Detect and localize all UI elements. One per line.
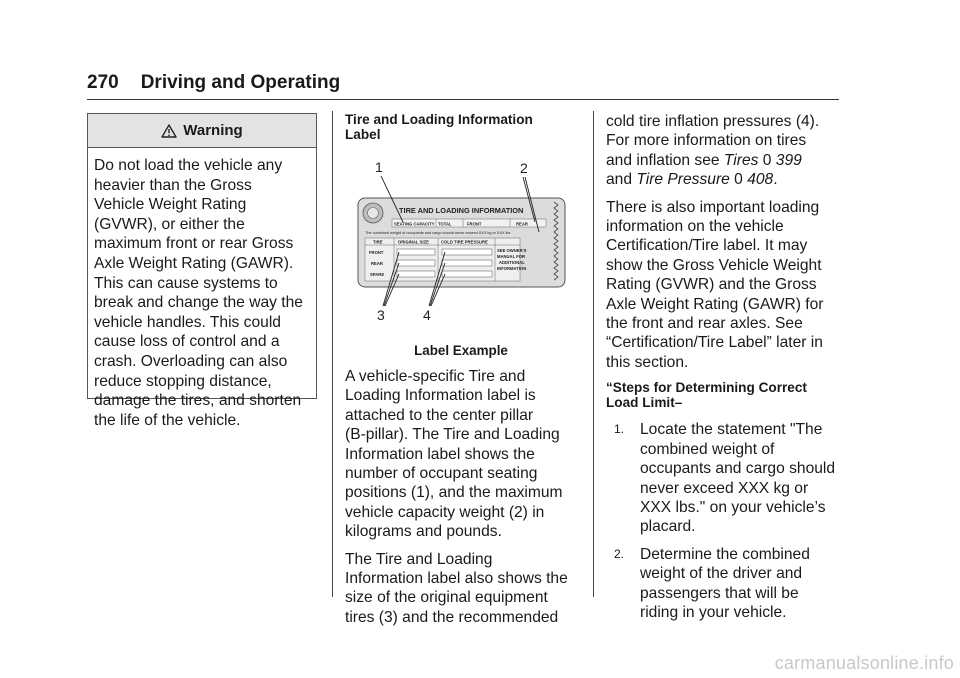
warning-line: damage the tires, and shorten xyxy=(94,392,302,410)
warning-line: vehicle handles. This could xyxy=(94,313,281,331)
column-two-heading xyxy=(345,112,577,142)
tire-label-figure xyxy=(345,156,577,326)
text-line: information on the vehicle xyxy=(606,218,784,236)
label-combined-note: The combined weight of occupants and cargo should never exceed XXX kg or XXX lbs xyxy=(365,231,511,235)
text-line: this section. xyxy=(606,353,689,371)
paragraph xyxy=(345,367,577,542)
page-number: 270 xyxy=(87,72,119,93)
xref-tire-pressure-page-link[interactable]: 408 xyxy=(747,171,774,189)
text-line: For more information on tires xyxy=(606,132,807,150)
steps-list xyxy=(606,420,842,622)
xref-title: Tire Pressure xyxy=(636,171,730,189)
text-line: Loading Information label is xyxy=(345,387,536,405)
warning-title: Warning xyxy=(183,122,243,139)
label-seating-capacity: SEATING CAPACITY xyxy=(394,221,435,227)
text-line: positions (1), and the maximum xyxy=(345,484,563,502)
text-line: weight of the driver and xyxy=(640,565,803,583)
warning-line: cause loss of control and a xyxy=(94,333,280,351)
section-title: Driving and Operating xyxy=(140,72,341,93)
label-front: FRONT xyxy=(467,221,482,227)
text-line: A vehicle-specific Tire and xyxy=(345,368,526,385)
subheading xyxy=(606,380,842,410)
text-line: Axle Weight Rating (GAWR) for xyxy=(606,295,824,313)
list-item xyxy=(606,420,842,536)
label-see-owners-1: SEE OWNER'S xyxy=(497,248,527,253)
text-line: tires (3) and the recommended xyxy=(345,608,559,626)
warning-triangle-icon xyxy=(161,124,177,138)
figure-caption: Label Example xyxy=(414,343,508,358)
text-line: Determine the combined xyxy=(640,545,810,563)
label-see-owners-4: INFORMATION xyxy=(497,266,527,271)
text-line: size of the original equipment xyxy=(345,589,548,607)
paragraph xyxy=(606,112,842,190)
text-line: never exceed XXX kg or xyxy=(640,479,809,497)
warning-line: break and change the way the xyxy=(94,294,303,312)
text-line: placard. xyxy=(640,518,696,536)
label-rear: REAR xyxy=(516,221,528,227)
xref-tires-page-link[interactable]: 399 xyxy=(775,151,802,169)
text-line: occupants and cargo should xyxy=(640,460,836,478)
label-see-owners-2: MANUAL FOR xyxy=(497,254,526,259)
text-line: attached to the center pillar xyxy=(345,406,534,424)
subheading-line: Tire and Loading Information xyxy=(345,112,533,127)
callout-2: 2 xyxy=(520,160,528,176)
subheading xyxy=(345,112,577,142)
warning-line: This can cause systems to xyxy=(94,274,278,292)
label-see-owners-3: ADDITIONAL xyxy=(499,260,525,265)
warning-header xyxy=(88,114,316,148)
column-three xyxy=(606,112,842,630)
text-line: Information label shows the xyxy=(345,445,535,463)
xref-tire-pressure-link[interactable] xyxy=(636,171,729,188)
subheading-line: Load Limit– xyxy=(606,395,683,411)
warning-line: Axle Weight Rating (GAWR). xyxy=(94,254,294,272)
warning-line: Do not load the vehicle any xyxy=(94,157,283,174)
tire-label-illustration xyxy=(345,156,577,326)
callout-4: 4 xyxy=(423,307,431,323)
column-divider xyxy=(593,111,594,597)
text-fragment: and xyxy=(606,171,637,189)
column-divider xyxy=(332,111,333,597)
text-line: passengers that will be xyxy=(640,584,799,602)
text-line: (B-pillar). The Tire and Loading xyxy=(345,426,560,444)
warning-text xyxy=(88,148,316,430)
callout-3: 3 xyxy=(377,307,385,323)
text-line: “Certification/Tire Label” later in xyxy=(606,334,823,352)
warning-line: (GVWR), or either the xyxy=(94,215,245,233)
text-line: XXX lbs." on your vehicle’s xyxy=(640,498,826,516)
label-row-rear: REAR xyxy=(371,261,383,266)
warning-line: crash. Overloading can also xyxy=(94,352,288,370)
label-col-original-size: ORIGINAL SIZE xyxy=(398,239,429,245)
text-line: combined weight of xyxy=(640,440,775,458)
text-line: Rating (GVWR) and the Gross xyxy=(606,276,817,294)
column-two-body xyxy=(345,367,577,635)
xref-title: Tires xyxy=(723,151,759,169)
step-text xyxy=(638,545,842,623)
label-row-spare: SPARE xyxy=(370,272,385,277)
xref-tires-link[interactable] xyxy=(724,152,759,169)
text-line: Certification/Tire label. It may xyxy=(606,237,808,255)
text-line: the front and rear axles. See xyxy=(606,315,803,333)
label-col-tire: TIRE xyxy=(373,239,383,245)
step-number: 1. xyxy=(614,422,625,437)
warning-box xyxy=(87,113,317,429)
text-line: kilograms and pounds. xyxy=(345,523,502,541)
header-rule xyxy=(87,99,839,100)
text-line: vehicle capacity weight (2) in xyxy=(345,503,545,521)
page-ref-icon: 0 xyxy=(734,171,743,189)
page-ref-icon: 0 xyxy=(762,151,772,169)
warning-line: maximum front or rear Gross xyxy=(94,235,294,253)
text-line: Locate the statement "The xyxy=(640,421,823,439)
text-line: The Tire and Loading xyxy=(345,550,493,568)
text-line: riding in your vehicle. xyxy=(640,603,787,621)
list-item xyxy=(606,545,842,623)
callout-1: 1 xyxy=(375,159,383,175)
text-line: cold tire inflation pressures (4). xyxy=(606,113,820,130)
text-line: There is also important loading xyxy=(606,198,820,216)
text-fragment: and inflation see xyxy=(606,151,724,169)
label-col-cold-pressure: COLD TIRE PRESSURE xyxy=(441,239,488,245)
subheading-line: Label xyxy=(345,127,381,142)
watermark: carmanualsonline.info xyxy=(774,653,954,673)
text-line: number of occupant seating xyxy=(345,465,538,483)
paragraph xyxy=(345,550,577,628)
text-line: show the Gross Vehicle Weight xyxy=(606,256,822,274)
label-row-front: FRONT xyxy=(369,250,384,255)
label-total: TOTAL xyxy=(438,221,452,227)
text-fragment: . xyxy=(773,171,778,189)
page-header xyxy=(87,72,837,94)
warning-line: Vehicle Weight Rating xyxy=(94,196,247,214)
warning-line: the life of the vehicle. xyxy=(94,411,241,429)
step-number: 2. xyxy=(614,546,625,561)
label-title: TIRE AND LOADING INFORMATION xyxy=(399,206,524,215)
warning-line: reduce stopping distance, xyxy=(94,372,272,390)
subheading-line: “Steps for Determining Correct xyxy=(606,380,807,396)
text-line: Information label also shows the xyxy=(345,570,568,588)
paragraph xyxy=(606,198,842,373)
step-text xyxy=(638,420,842,536)
warning-line: heavier than the Gross xyxy=(94,176,252,194)
